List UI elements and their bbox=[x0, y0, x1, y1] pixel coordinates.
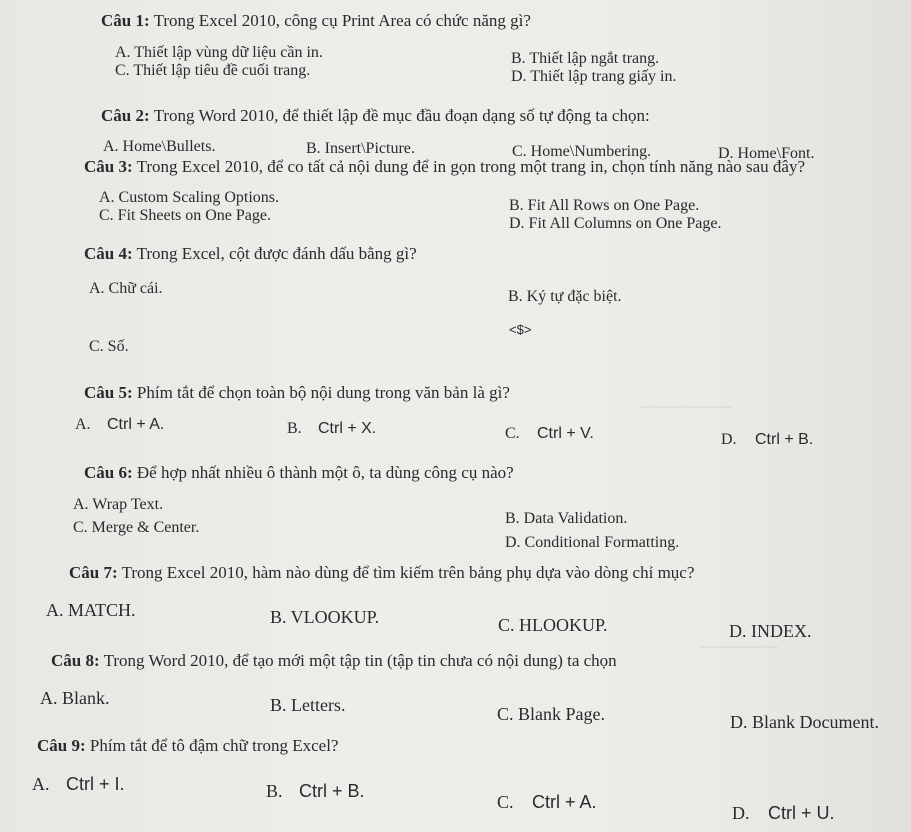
question-label: Câu 6: bbox=[84, 463, 133, 482]
option-5c-letter: C. bbox=[505, 425, 520, 442]
question-2 bbox=[101, 106, 650, 126]
option-6b[interactable]: B. Data Validation. bbox=[505, 510, 628, 527]
option-8a[interactable]: A. Blank. bbox=[40, 688, 110, 708]
question-9 bbox=[37, 736, 338, 756]
question-1 bbox=[101, 11, 531, 31]
option-3d[interactable]: D. Fit All Columns on One Page. bbox=[509, 215, 722, 232]
option-9b[interactable]: Ctrl + B. bbox=[299, 781, 365, 801]
question-3 bbox=[84, 157, 805, 177]
question-label: Câu 3: bbox=[84, 157, 133, 176]
question-label: Câu 9: bbox=[37, 736, 86, 755]
question-7 bbox=[69, 563, 694, 583]
option-9d-letter: D. bbox=[732, 803, 750, 823]
option-7d[interactable]: D. INDEX. bbox=[729, 621, 812, 641]
option-3b[interactable]: B. Fit All Rows on One Page. bbox=[509, 197, 700, 214]
question-text: Trong Excel 2010, để co tất cả nội dung để in gọn trong một trang in, chọn tính năng nào sau đây? bbox=[136, 157, 805, 176]
question-text: Để hợp nhất nhiều ô thành một ô, ta dùng công cụ nào? bbox=[136, 463, 514, 482]
question-text: Phím tắt để tô đậm chữ trong Excel? bbox=[89, 736, 339, 755]
option-9a[interactable]: Ctrl + I. bbox=[66, 774, 125, 794]
option-5a-letter: A. bbox=[75, 416, 91, 433]
option-9b-letter: B. bbox=[266, 781, 283, 801]
option-7a[interactable]: A. MATCH. bbox=[46, 600, 136, 620]
question-5 bbox=[84, 383, 510, 403]
option-4a[interactable]: A. Chữ cái. bbox=[89, 280, 163, 297]
option-9c-letter: C. bbox=[497, 792, 514, 812]
question-6 bbox=[84, 463, 514, 483]
option-5b-letter: B. bbox=[287, 420, 302, 437]
question-label: Câu 7: bbox=[69, 563, 118, 582]
option-9d[interactable]: Ctrl + U. bbox=[768, 803, 835, 823]
option-5d[interactable]: Ctrl + B. bbox=[755, 431, 814, 448]
bleed-through-mark: ~~~~~~~~~~~~~~ bbox=[640, 400, 731, 414]
option-1d[interactable]: D. Thiết lập trang giấy in. bbox=[511, 68, 677, 85]
option-1b[interactable]: B. Thiết lập ngắt trang. bbox=[511, 50, 660, 67]
option-2a[interactable]: A. Home\Bullets. bbox=[103, 138, 216, 155]
option-1c[interactable]: C. Thiết lập tiêu đề cuối trang. bbox=[115, 62, 311, 79]
option-9c[interactable]: Ctrl + A. bbox=[532, 792, 597, 812]
question-label: Câu 2: bbox=[101, 106, 150, 125]
option-3c[interactable]: C. Fit Sheets on One Page. bbox=[99, 207, 271, 224]
bleed-through-mark: ~~~~~~~~~~~~ bbox=[700, 640, 778, 654]
question-text: Trong Excel 2010, hàm nào dùng để tìm kiếm trên bảng phụ dựa vào dòng chỉ mục? bbox=[121, 563, 695, 582]
question-text: Trong Word 2010, để tạo mới một tập tin (tập tin chưa có nội dung) ta chọn bbox=[103, 651, 617, 670]
question-4 bbox=[84, 244, 417, 264]
option-8b[interactable]: B. Letters. bbox=[270, 695, 346, 715]
option-2c[interactable]: C. Home\Numbering. bbox=[512, 143, 652, 160]
option-6a[interactable]: A. Wrap Text. bbox=[73, 496, 164, 513]
option-4c[interactable]: C. Số. bbox=[89, 338, 129, 355]
option-4-mark: <$> bbox=[509, 322, 532, 337]
option-1a[interactable]: A. Thiết lập vùng dữ liệu cần in. bbox=[115, 44, 323, 61]
option-4b[interactable]: B. Ký tự đặc biệt. bbox=[508, 288, 622, 305]
option-5a[interactable]: Ctrl + A. bbox=[107, 416, 165, 433]
question-text: Trong Word 2010, để thiết lập đề mục đầu đoạn dạng số tự động ta chọn: bbox=[153, 106, 650, 125]
option-6d[interactable]: D. Conditional Formatting. bbox=[505, 534, 680, 551]
question-8 bbox=[51, 651, 617, 671]
option-7b[interactable]: B. VLOOKUP. bbox=[270, 607, 380, 627]
question-text: Trong Excel, cột được đánh dấu bằng gì? bbox=[136, 244, 417, 263]
question-label: Câu 8: bbox=[51, 651, 100, 670]
option-2d[interactable]: D. Home\Font. bbox=[718, 145, 815, 162]
option-8c[interactable]: C. Blank Page. bbox=[497, 704, 605, 724]
option-5b[interactable]: Ctrl + X. bbox=[318, 420, 377, 437]
option-2b[interactable]: B. Insert\Picture. bbox=[306, 140, 415, 157]
question-text: Phím tắt để chọn toàn bộ nội dung trong văn bản là gì? bbox=[136, 383, 510, 402]
question-label: Câu 4: bbox=[84, 244, 133, 263]
option-8d[interactable]: D. Blank Document. bbox=[730, 712, 879, 732]
option-6c[interactable]: C. Merge & Center. bbox=[73, 519, 200, 536]
question-text: Trong Excel 2010, công cụ Print Area có chức năng gì? bbox=[153, 11, 531, 30]
question-label: Câu 1: bbox=[101, 11, 150, 30]
option-9a-letter: A. bbox=[32, 774, 50, 794]
option-7c[interactable]: C. HLOOKUP. bbox=[498, 615, 608, 635]
option-5d-letter: D. bbox=[721, 431, 737, 448]
option-3a[interactable]: A. Custom Scaling Options. bbox=[99, 189, 280, 206]
question-label: Câu 5: bbox=[84, 383, 133, 402]
option-5c[interactable]: Ctrl + V. bbox=[537, 425, 594, 442]
